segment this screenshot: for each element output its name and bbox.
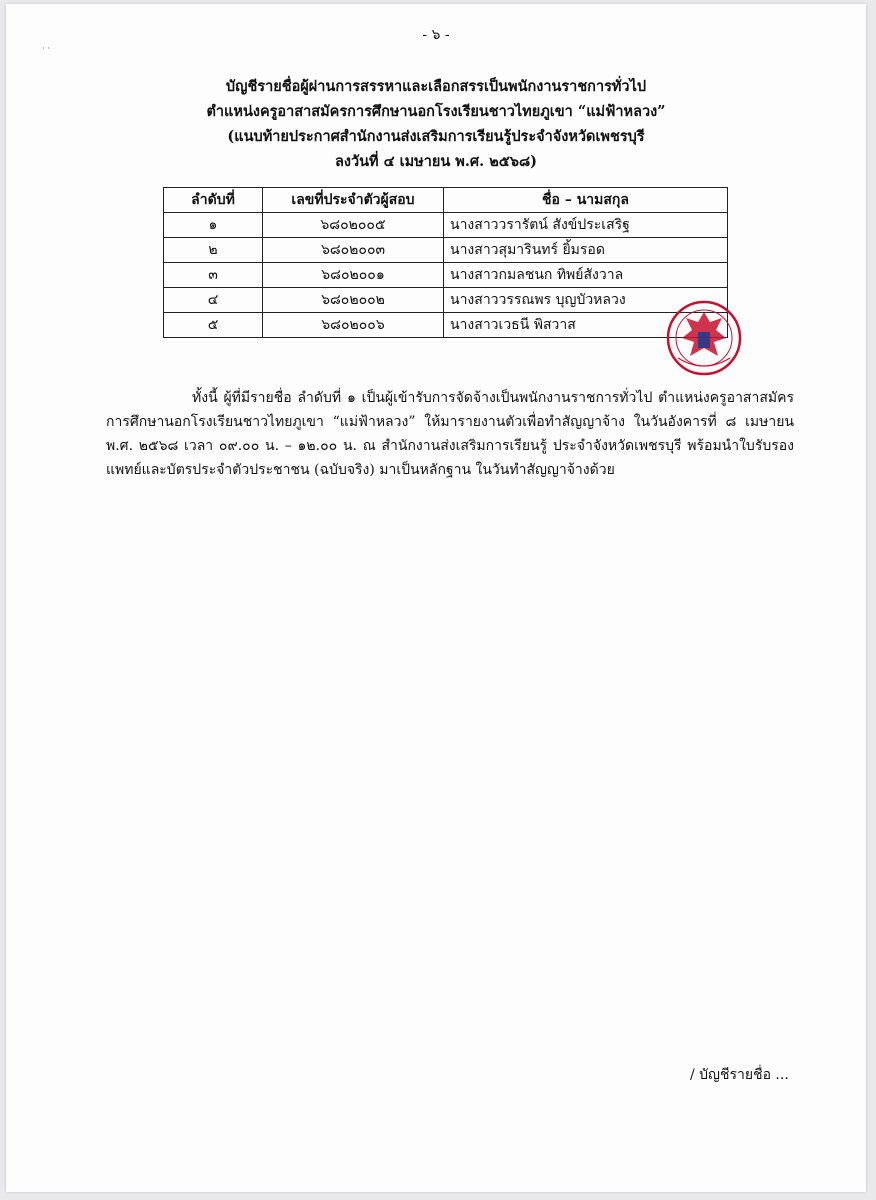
continuation-note: / บัญชีรายชื่อ ... bbox=[690, 1067, 789, 1083]
header-line-2: ตำแหน่งครูอาสาสมัครการศึกษานอกโรงเรียนชาวไทยภูเขา “แม่ฟ้าหลวง” bbox=[206, 103, 666, 120]
cell-order: ๒ bbox=[164, 238, 263, 263]
header-line-4: ลงวันที่ ๔ เมษายน พ.ศ. ๒๕๖๘) bbox=[334, 153, 537, 170]
table-row bbox=[164, 313, 728, 338]
table-row bbox=[164, 238, 728, 263]
document-header bbox=[6, 74, 866, 174]
header-order: ลำดับที่ bbox=[164, 188, 263, 213]
header-id: เลขที่ประจำตัวผู้สอบ bbox=[263, 188, 444, 213]
cell-order: ๕ bbox=[164, 313, 263, 338]
cell-id: ๖๘๐๒๐๐๑ bbox=[263, 263, 444, 288]
paragraph-text: ทั้งนี้ ผู้ที่มีรายชื่อ ลำดับที่ ๑ เป็นผู้เข้ารับการจัดจ้างเป็นพนักงานราชการทั่วไป ตำแหน่งครูอาสาสมัครการศึกษานอกโรงเรียนชาวไทยภูเขา “แม่ฟ้าหลวง” ให้มารายงานตัวเพื่อทำสัญญาจ้าง ในวันอังคารที่ ๘ เมษายน พ.ศ. ๒๕๖๘ เวลา ๐๙.๐๐ น. – ๑๒.๐๐ น. ณ สำนักงานส่งเสริมการเรียนรู้ ประจำจังหวัดเพชรบุรี พร้อมนำใบรับรองแพทย์และบัตรประจำตัวประชาชน (ฉบับจริง) มาเป็นหลักฐาน ในวันทำสัญญาจ้างด้วย bbox=[106, 390, 794, 478]
cell-name: นางสาววรรณพร บุญบัวหลวง bbox=[444, 288, 728, 313]
cell-order: ๔ bbox=[164, 288, 263, 313]
cell-name: นางสาวกมลชนก ทิพย์สังวาล bbox=[444, 263, 728, 288]
cell-name: นางสาววรารัตน์ สังข์ประเสริฐ bbox=[444, 213, 728, 238]
document-page bbox=[6, 4, 866, 1192]
table-row bbox=[164, 288, 728, 313]
table-header-row bbox=[164, 188, 728, 213]
cell-id: ๖๘๐๒๐๐๕ bbox=[263, 213, 444, 238]
candidate-table bbox=[163, 187, 728, 338]
body-paragraph bbox=[106, 386, 794, 482]
cell-order: ๓ bbox=[164, 263, 263, 288]
official-seal-icon bbox=[664, 298, 744, 378]
cell-id: ๖๘๐๒๐๐๓ bbox=[263, 238, 444, 263]
cell-id: ๖๘๐๒๐๐๖ bbox=[263, 313, 444, 338]
header-line-1: บัญชีรายชื่อผู้ผ่านการสรรหาและเลือกสรรเป็นพนักงานราชการทั่วไป bbox=[225, 78, 647, 95]
cell-id: ๖๘๐๒๐๐๒ bbox=[263, 288, 444, 313]
cell-name: นางสาวสุมารินทร์ ยิ้มรอด bbox=[444, 238, 728, 263]
header-line-3: (แนบท้ายประกาศสำนักงานส่งเสริมการเรียนรู้ประจำจังหวัดเพชรบุรี bbox=[227, 128, 645, 145]
cell-order: ๑ bbox=[164, 213, 263, 238]
table-row bbox=[164, 213, 728, 238]
table-row bbox=[164, 263, 728, 288]
page-number: - ๖ - bbox=[422, 27, 450, 43]
scan-specks: · · bbox=[42, 44, 50, 53]
cell-name: นางสาวเวธนี พิสวาส bbox=[444, 313, 728, 338]
header-name: ชื่อ – นามสกุล bbox=[444, 188, 728, 213]
